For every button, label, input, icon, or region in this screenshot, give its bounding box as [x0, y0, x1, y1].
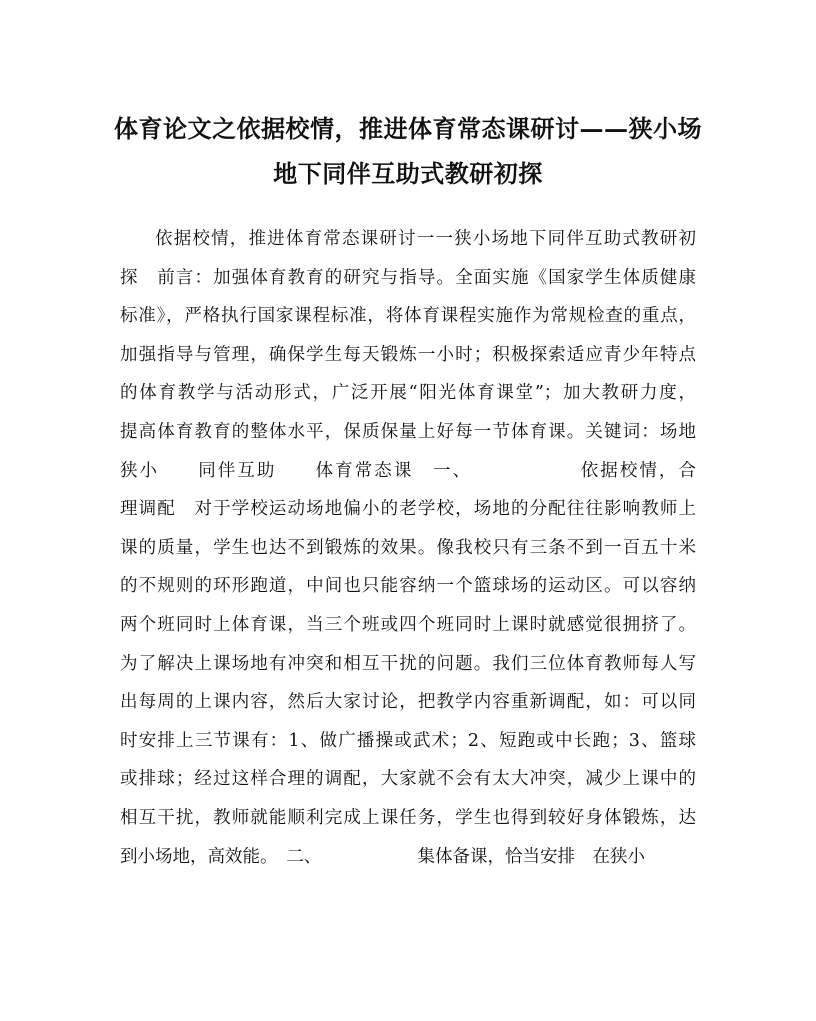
body-line: 时安排上三节课有：1、做广播操或武术；2、短跑或中长跑；3、篮球: [120, 730, 696, 751]
body-line: 标准》，严格执行国家课程标准，将体育课程实施作为常规检查的重点，: [120, 306, 696, 327]
body-line: 两个班同时上体育课，当三个班或四个班同时上课时就感觉很拥挤了。: [120, 614, 696, 635]
body-line: 提高体育教育的整体水平，保质保量上好每一节体育课。关键词：场地: [120, 421, 696, 442]
body-line: 的不规则的环形跑道，中间也只能容纳一个篮球场的运动区。可以容纳: [120, 576, 696, 597]
body-line: 依据校情，推进体育常态课研讨一一狭小场地下同伴互助式教研初: [155, 229, 696, 249]
body-line: 课的质量，学生也达不到锻炼的效果。像我校只有三条不到一百五十米: [120, 537, 696, 558]
document-body: [120, 220, 696, 876]
body-line: 为了解决上课场地有冲突和相互干扰的问题。我们三位体育教师每人写: [120, 653, 696, 674]
body-line: 或排球；经过这样合理的调配，大家就不会有太大冲突，减少上课中的: [120, 769, 696, 790]
title-line: 体育论文之依据校情，推进体育常态课研讨——狭小场: [114, 114, 702, 143]
body-line: 探 前言：加强体育教育的研究与指导。全面实施《国家学生体质健康: [120, 267, 696, 288]
body-line: 出每周的上课内容，然后大家讨论，把教学内容重新调配，如：可以同: [120, 692, 696, 713]
body-line: 的体育教学与活动形式，广泛开展“阳光体育课堂”；加大教研力度，: [120, 383, 696, 404]
document-title: [100, 106, 716, 196]
title-line: 地下同伴互助式教研初探: [273, 159, 543, 188]
body-line: 到小场地，高效能。 二、 集体备课，恰当安排 在狭小: [120, 846, 645, 867]
body-line: 理调配 对于学校运动场地偏小的老学校，场地的分配往往影响教师上: [120, 499, 696, 520]
body-line: 加强指导与管理，确保学生每天锻炼一小时；积极探索适应青少年特点: [120, 344, 696, 365]
body-line: 狭小 同伴互助 体育常态课 一、 依据校情，合: [120, 460, 696, 481]
body-line: 相互干扰，教师就能顺利完成上课任务，学生也得到较好身体锻炼，达: [120, 807, 696, 828]
